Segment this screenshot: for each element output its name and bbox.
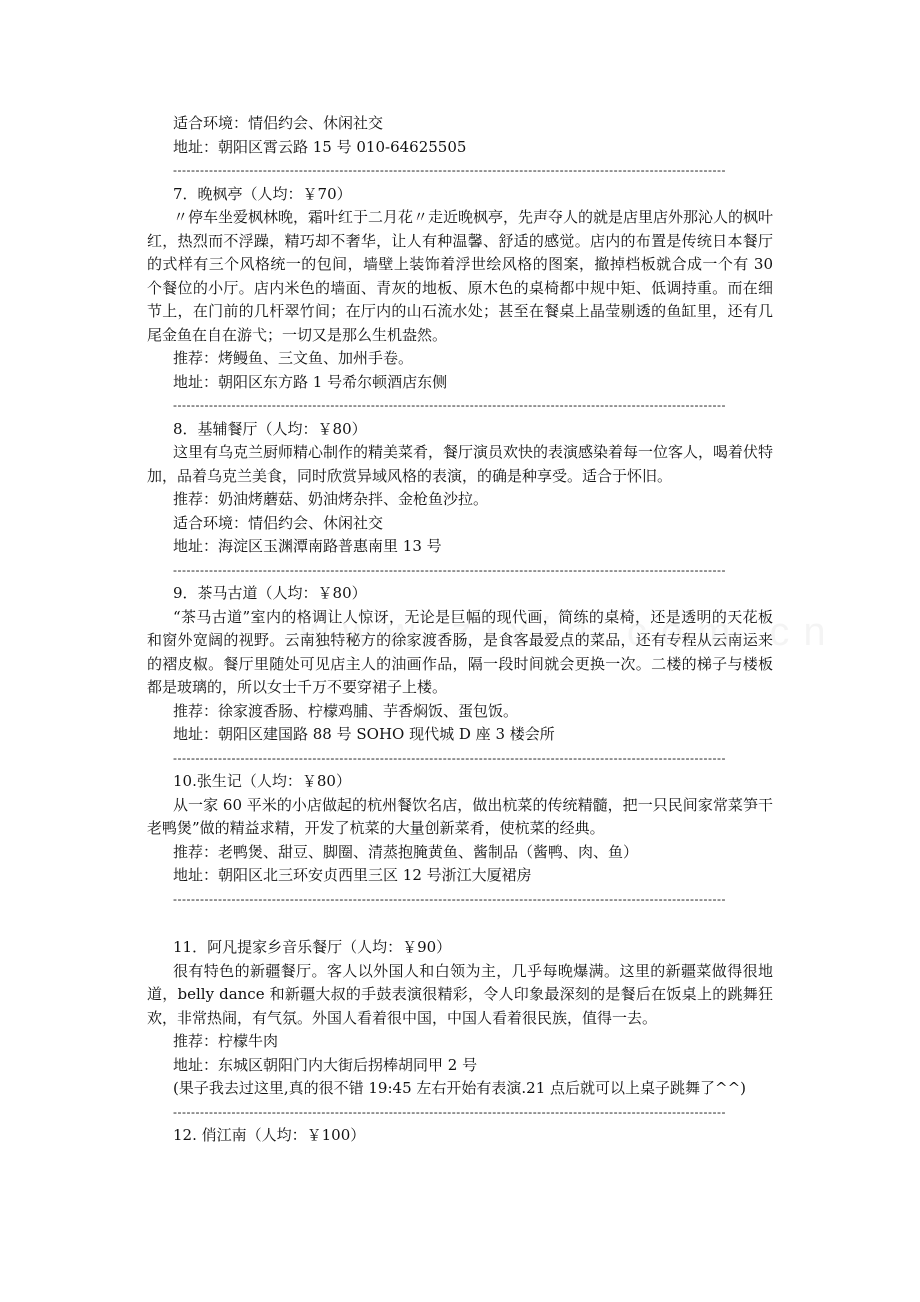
address-line: 地址：朝阳区建国路 88 号 SOHO 现代城 D 座 3 楼会所	[173, 725, 555, 743]
restaurant-title: 8．基辅餐厅（人均：￥80）	[173, 419, 367, 438]
restaurant-description: 从一家 60 平米的小店做起的杭州餐饮名店，做出杭菜的传统精髓，把一只民间家常菜笋干老鸭煲”做的精益求精，开发了杭菜的大量创新菜肴，使杭菜的经典。	[147, 795, 773, 837]
separator: ---------------------------------------------------------------------------------------------------------------------------	[173, 562, 727, 577]
restaurant-title: 12. 俏江南（人均：￥100）	[173, 1126, 366, 1144]
separator: ---------------------------------------------------------------------------------------------------------------------------	[173, 891, 727, 906]
separator: ---------------------------------------------------------------------------------------------------------------------------	[173, 163, 727, 177]
restaurant-description: 很有特色的新疆餐厅。客人以外国人和白领为主，几乎每晚爆满。这里的新疆菜做得很地道，belly dance 和新疆大叔的手鼓表演很精彩，令人印象最深刻的是餐后在饭桌上的跳舞狂欢，非常热闹，有气氛。外国人看着很中国，中国人看着很民族，值得一去。	[147, 961, 773, 1027]
restaurant-title: 10.张生记（人均：￥80）	[173, 772, 351, 790]
separator: ---------------------------------------------------------------------------------------------------------------------------	[173, 1104, 727, 1119]
address-line: 地址：朝阳区北三环安贞西里三区 12 号浙江大厦裙房	[173, 866, 532, 884]
recommend-line: 推荐：烤鳗鱼、三文鱼、加州手卷。	[173, 349, 414, 367]
document-body	[147, 112, 774, 1148]
restaurant-description: 这里有乌克兰厨师精心制作的精美菜肴，餐厅演员欢快的表演感染着每一位客人，喝着伏特加，品着乌克兰美食，同时欣赏异域风格的表演，的确是种享受。适合于怀旧。	[147, 443, 774, 485]
address-line: 地址：朝阳区东方路 1 号希尔顿酒店东侧	[173, 372, 448, 391]
recommend-line: 推荐：柠檬牛肉	[173, 1032, 279, 1050]
recommend-line: 推荐：奶油烤蘑菇、奶油烤杂拌、金枪鱼沙拉。	[173, 490, 489, 508]
address-line: 地址：东城区朝阳门内大街后拐棒胡同甲 2 号	[173, 1055, 478, 1074]
restaurant-title: 11．阿凡提家乡音乐餐厅（人均：￥90）	[173, 938, 452, 956]
separator: ---------------------------------------------------------------------------------------------------------------------------	[173, 750, 727, 765]
env-line: 适合环境：情侣约会、休闲社交	[173, 513, 384, 532]
recommend-line: 推荐：老鸭煲、甜豆、脚圈、清蒸抱腌黄鱼、酱制品（酱鸭、肉、鱼）	[173, 842, 639, 861]
restaurant-description: “茶马古道”室内的格调让人惊讶，无论是巨幅的现代画，简练的桌椅，还是透明的天花板和窗外宽阔的视野。云南独特秘方的徐家渡香肠，是食客最爱点的菜品，还有专程从云南运来的褶皮椒。餐厅里随处可见店主人的油画作品，隔一段时间就会更换一次。二楼的梯子与楼板都是玻璃的，所以女士千万不要穿裙子上楼。	[147, 607, 773, 696]
restaurant-title: 9．茶马古道（人均：￥80）	[173, 584, 367, 602]
env-line: 适合环境：情侣约会、休闲社交	[173, 114, 384, 132]
restaurant-description: 〃停车坐爱枫林晚，霜叶红于二月花〃走近晚枫亭，先声夺人的就是店里店外那沁人的枫叶红，热烈而不浮躁，精巧却不奢华，让人有种温馨、舒适的感觉。店内的布置是传统日本餐厅的式样有三个风格统一的包间，墙壁上装饰着浮世绘风格的图案，撤掉档板就合成一个有 30 个餐位的小厅。店内米色的墙面、青灰的地板、原木色的桌椅都中规中矩、低调持重。而在细节上，在门前的几杆翠竹间；在厅内的山石流水处；甚至在餐桌上晶莹剔透的鱼缸里，还有几尾金鱼在自在游弋；一切又是那么生机盎然。	[147, 208, 774, 344]
recommend-line: 推荐：徐家渡香肠、柠檬鸡脯、芋香焖饭、蛋包饭。	[173, 701, 519, 720]
address-line: 地址：朝阳区霄云路 15 号 010-64625505	[173, 137, 467, 156]
separator: ---------------------------------------------------------------------------------------------------------------------------	[173, 398, 727, 412]
blank-line	[173, 911, 773, 936]
restaurant-title: 7．晚枫亭（人均：￥70）	[173, 184, 352, 203]
address-line: 地址：海淀区玉渊潭南路普惠南里 13 号	[173, 537, 442, 555]
note-line: (果子我去过这里,真的很不错 19:45 左右开始有表演.21 点后就可以上桌子跳舞了^^)	[173, 1079, 746, 1097]
